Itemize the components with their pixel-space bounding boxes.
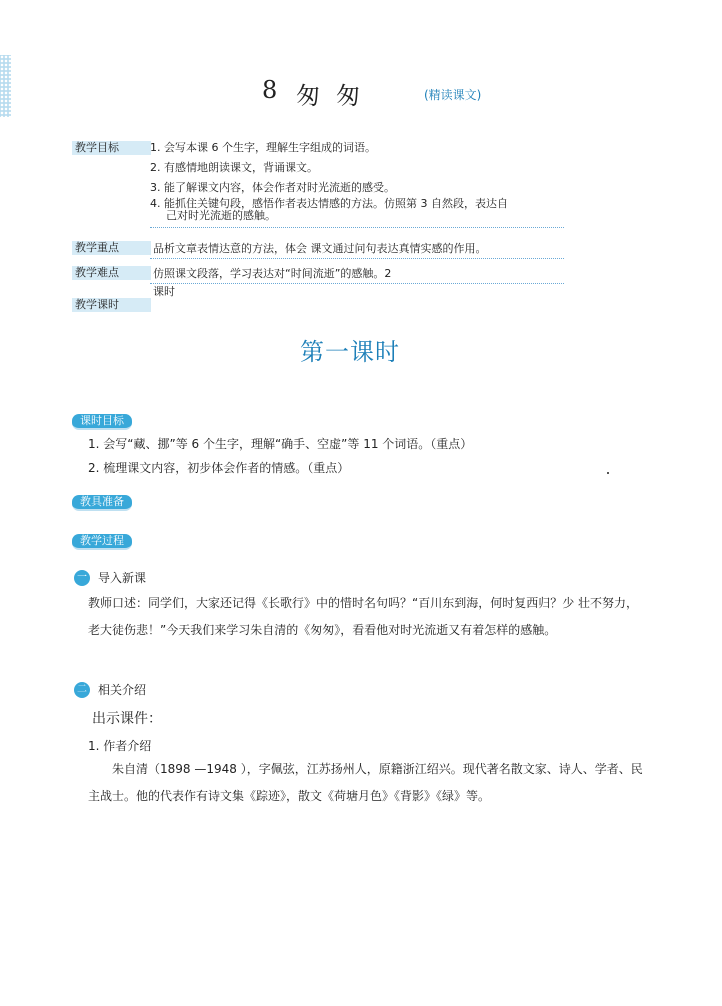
difficulty-text: 仿照课文段落，学习表达对“时间流逝”的感触。2 (153, 267, 392, 280)
lesson-title-row (0, 74, 722, 114)
step-title-1: 导入新课 (98, 571, 147, 585)
objective-item-1: 1. 会写本课 6 个生字，理解生字组成的词语。 (150, 141, 376, 154)
divider (150, 258, 564, 259)
difficulty-text-cont: 课时 (153, 285, 175, 298)
divider (150, 227, 564, 228)
key-point-text: 品析文章表情达意的方法，体会 课文通过问句表达真情实感的作用。 (153, 242, 487, 255)
show-slides: 出示课件： (92, 711, 162, 727)
objective-item-3: 3. 能了解课文内容，体会作者对时光流逝的感受。 (150, 181, 395, 194)
key-point-label: 教学重点 (72, 241, 151, 255)
period-goal-1: 1. 会写“藏、挪”等 6 个生字，理解“确手、空虚”等 11 个词语。（重点） (88, 437, 473, 451)
divider (150, 283, 564, 284)
period-goal-2: 2. 梳理课文内容，初步体会作者的情感。（重点） (88, 461, 350, 475)
period-goals-label: 课时目标 (72, 414, 132, 430)
objective-item-4-cont: 己对时光流逝的感触。 (166, 209, 276, 222)
lesson-number: 8 (262, 76, 278, 104)
class-hours-label: 教学课时 (72, 298, 151, 312)
prep-label: 教具准备 (72, 495, 132, 511)
author-intro: 朱自清（1898 —1948 ），字佩弦，江苏扬州人，原籍浙江绍兴。现代著名散文家、诗人、学者、民主战士。他的代表作有诗文集《踪迹》，散文《荷塘月色》《背影》《绿》等。 (88, 762, 643, 803)
difficulty-label: 教学难点 (72, 266, 151, 280)
sub-heading-author: 1. 作者介绍 (88, 739, 152, 753)
process-label: 教学过程 (72, 534, 132, 550)
step-number-2: 二 (74, 682, 90, 698)
lesson-type: (精读课文) (424, 88, 482, 102)
stray-dot (607, 472, 609, 474)
section-title: 第一课时 (300, 338, 400, 366)
step-title-2: 相关介绍 (98, 683, 147, 697)
step-number-1: 一 (74, 570, 90, 586)
objective-item-4: 4. 能抓住关键句段，感悟作者表达情感的方法。仿照第 3 自然段，表达自 (150, 197, 508, 210)
step-text-1: 教师口述：同学们，大家还记得《长歌行》中的惜时名句吗？“百川东到海，何时复西归？少 壮不努力，老大徒伤悲！”今天我们来学习朱自清的《匆匆》，看看他对时光流逝又有着怎样的感触。 (88, 596, 639, 637)
lesson-title: 匆匆 (296, 82, 376, 110)
objectives-label: 教学目标 (72, 141, 151, 155)
objective-item-2: 2. 有感情地朗读课文，背诵课文。 (150, 161, 318, 174)
